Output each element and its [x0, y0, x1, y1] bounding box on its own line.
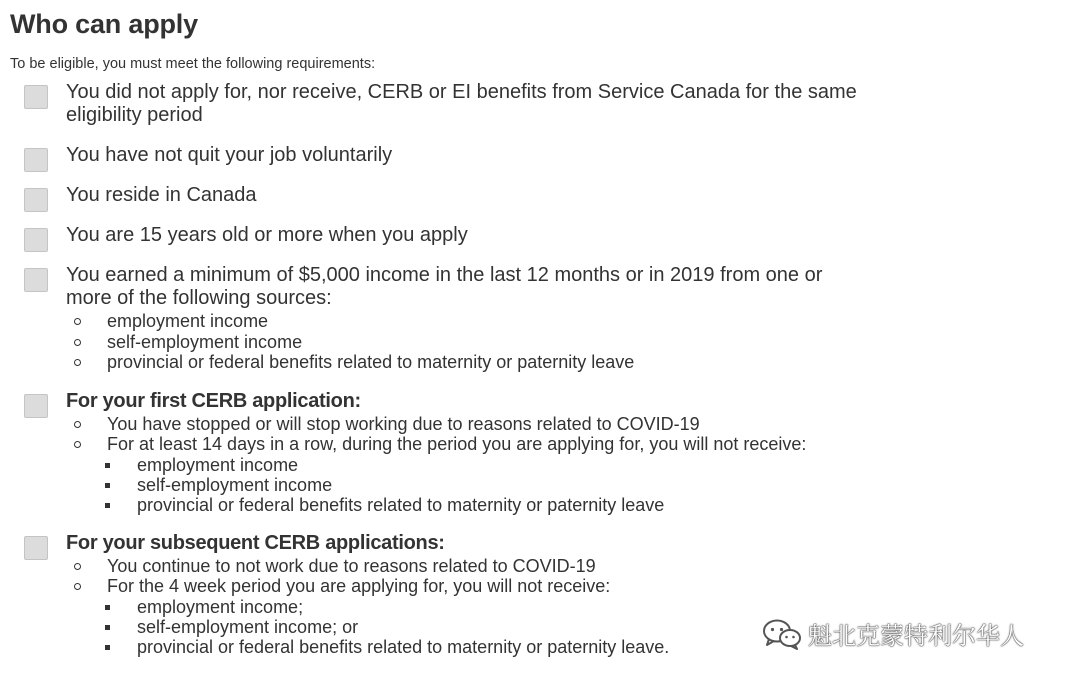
list-item-text: For the 4 week period you are applying for, you will not receive: [107, 576, 611, 596]
requirement-item [24, 184, 1077, 207]
requirement-item [24, 224, 1077, 247]
list-item: employment income [66, 311, 1077, 332]
requirement-item [24, 390, 1077, 515]
page-title: Who can apply [10, 9, 198, 39]
requirement-item [24, 144, 1077, 167]
first-application-list [66, 414, 1077, 515]
list-item: provincial or federal benefits related to maternity or paternity leave [66, 352, 1077, 373]
list-item [66, 434, 1077, 515]
requirement-heading: For your first CERB application: [66, 389, 361, 412]
requirement-checkbox[interactable] [24, 228, 48, 252]
requirement-item [24, 264, 1077, 373]
requirement-checkbox[interactable] [24, 394, 48, 418]
list-item: provincial or federal benefits related to maternity or paternity leave [107, 495, 1077, 515]
wechat-icon [762, 618, 802, 650]
requirement-heading: For your subsequent CERB applications: [66, 531, 445, 554]
list-item: You have stopped or will stop working due to reasons related to COVID-19 [66, 414, 1077, 435]
excluded-income-list [107, 455, 1077, 515]
intro-text: To be eligible, you must meet the following requirements: [10, 56, 376, 72]
requirement-item [24, 81, 1077, 127]
list-item: provincial or federal benefits related to maternity or paternity leave. [107, 637, 1077, 657]
requirement-text: You reside in Canada [66, 184, 257, 206]
requirement-text: You did not apply for, nor receive, CERB or EI benefits from Service Canada for the same eligibility period [66, 81, 857, 126]
list-item: self-employment income [107, 475, 1077, 495]
requirement-text: You are 15 years old or more when you apply [66, 224, 468, 246]
list-item: employment income; [107, 597, 1077, 617]
requirement-checkbox[interactable] [24, 536, 48, 560]
watermark-text: 魁北克蒙特利尔华人 [808, 622, 1024, 650]
requirement-text: You earned a minimum of $5,000 income in the last 12 months or in 2019 from one or more of the following sources: [66, 264, 823, 309]
list-item: self-employment income [66, 332, 1077, 353]
requirement-text: You have not quit your job voluntarily [66, 144, 393, 166]
requirement-checkbox[interactable] [24, 268, 48, 292]
list-item-text: For at least 14 days in a row, during the period you are applying for, you will not receive: [107, 434, 807, 454]
watermark [762, 616, 1024, 651]
list-item: You continue to not work due to reasons related to COVID-19 [66, 556, 1077, 577]
requirement-checkbox[interactable] [24, 85, 48, 109]
requirements-list [24, 81, 1077, 657]
income-sources-list [66, 311, 1077, 373]
list-item: employment income [107, 455, 1077, 475]
requirement-checkbox[interactable] [24, 188, 48, 212]
list-item: self-employment income; or [107, 617, 1077, 637]
requirement-checkbox[interactable] [24, 148, 48, 172]
